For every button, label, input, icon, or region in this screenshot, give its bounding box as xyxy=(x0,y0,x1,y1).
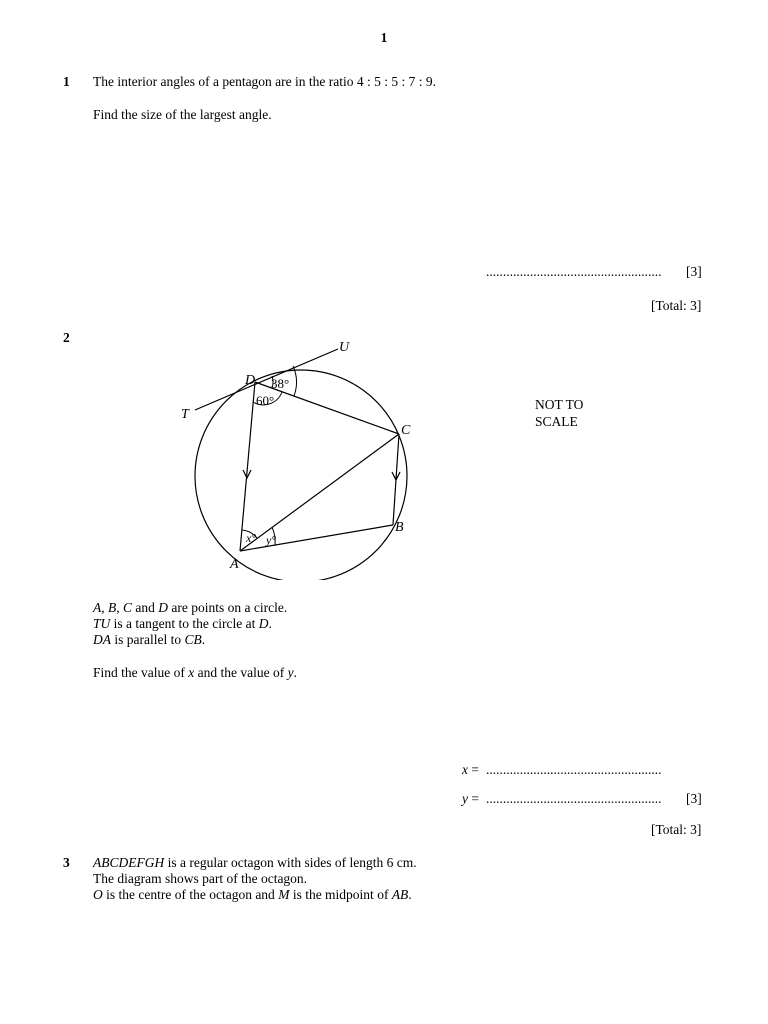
x-answer-row xyxy=(462,762,482,778)
question-3-line-3: O is the centre of the octagon and M is the midpoint of AB. xyxy=(93,887,412,902)
circle xyxy=(195,370,407,580)
not-to-scale-line-1: NOT TO xyxy=(535,397,584,412)
not-to-scale-label xyxy=(535,396,583,430)
label-angle-38: 38° xyxy=(271,376,290,391)
line-tu: TU xyxy=(93,616,111,631)
circle-diagram xyxy=(160,330,460,580)
question-1-number: 1 xyxy=(63,74,70,89)
statement-2-mid: is a tangent to the circle at xyxy=(113,616,256,631)
question-3-line-2: The diagram shows part of the octagon. xyxy=(93,871,308,886)
point-m: M xyxy=(278,887,290,902)
label-u: U xyxy=(339,340,350,355)
statement-3-mid: is parallel to xyxy=(114,632,182,647)
y-answer-line[interactable]: .................................................... xyxy=(486,791,662,806)
question-1-instruction: Find the size of the largest angle. xyxy=(93,107,272,122)
point-a: A xyxy=(93,600,102,615)
point-o: O xyxy=(93,887,103,902)
point-d-ref: D xyxy=(258,616,269,631)
question-2-instruction: Find the value of x and the value of y. xyxy=(93,665,297,680)
question-2-total: [Total: 3] xyxy=(651,822,702,837)
question-3-number: 3 xyxy=(63,855,70,870)
point-c: C xyxy=(123,600,133,615)
label-a: A xyxy=(230,557,239,572)
question-1-total: [Total: 3] xyxy=(651,298,702,313)
question-2-number: 2 xyxy=(63,330,70,345)
label-b: B xyxy=(395,520,404,535)
line-cb-ref: CB xyxy=(184,632,202,647)
question-1-answer-line[interactable]: .................................................... xyxy=(486,264,662,279)
line-ba xyxy=(240,525,393,551)
y-answer-row xyxy=(462,791,482,807)
not-to-scale-line-2: SCALE xyxy=(535,414,578,429)
question-2-marks: [3] xyxy=(686,791,702,806)
instruction-pre: Find the value of xyxy=(93,665,185,680)
y-equals: = xyxy=(468,791,483,806)
x-answer-line[interactable]: .................................................... xyxy=(486,762,662,777)
question-2-statements xyxy=(93,600,287,648)
statement-1-rest: are points on a circle. xyxy=(171,600,288,615)
y-answer-label: y xyxy=(462,791,468,806)
question-1-text: The interior angles of a pentagon are in the ratio 4 : 5 : 5 : 7 : 9. xyxy=(93,74,437,89)
segment-ab: AB xyxy=(391,887,409,902)
label-angle-y: y° xyxy=(266,533,277,547)
label-d: D xyxy=(245,373,256,388)
instruction-x: x xyxy=(188,665,195,680)
label-angle-x: x° xyxy=(246,531,257,545)
statement-line-3: DA is parallel to CB. xyxy=(93,632,206,647)
x-answer-label: x xyxy=(462,762,468,777)
line-ad xyxy=(240,382,255,551)
line-ac xyxy=(240,434,399,551)
statement-line-2: TU is a tangent to the circle at D. xyxy=(93,616,272,631)
question-3-line-3-mid: is the centre of the octagon and xyxy=(106,887,275,902)
question-3-line-1-rest: is a regular octagon with sides of length 6 cm. xyxy=(167,855,417,870)
instruction-y: y xyxy=(287,665,294,680)
label-angle-60: 60° xyxy=(256,393,275,408)
question-3-text xyxy=(93,855,417,903)
page-number: 1 xyxy=(380,30,388,45)
statement-line-1: A, B, C and D are points on a circle. xyxy=(93,600,288,615)
instruction-mid: and the value of xyxy=(197,665,285,680)
question-1-marks: [3] xyxy=(686,264,702,279)
question-3-line-3-mid2: is the midpoint of xyxy=(292,887,389,902)
point-d: D xyxy=(158,600,169,615)
label-t: T xyxy=(181,407,189,422)
and-word: and xyxy=(135,600,155,615)
label-c: C xyxy=(401,423,411,438)
octagon-name: ABCDEFGH xyxy=(93,855,165,870)
point-b: B xyxy=(108,600,117,615)
x-equals: = xyxy=(468,762,483,777)
line-da: DA xyxy=(93,632,111,647)
question-3-line-1 xyxy=(93,855,417,871)
